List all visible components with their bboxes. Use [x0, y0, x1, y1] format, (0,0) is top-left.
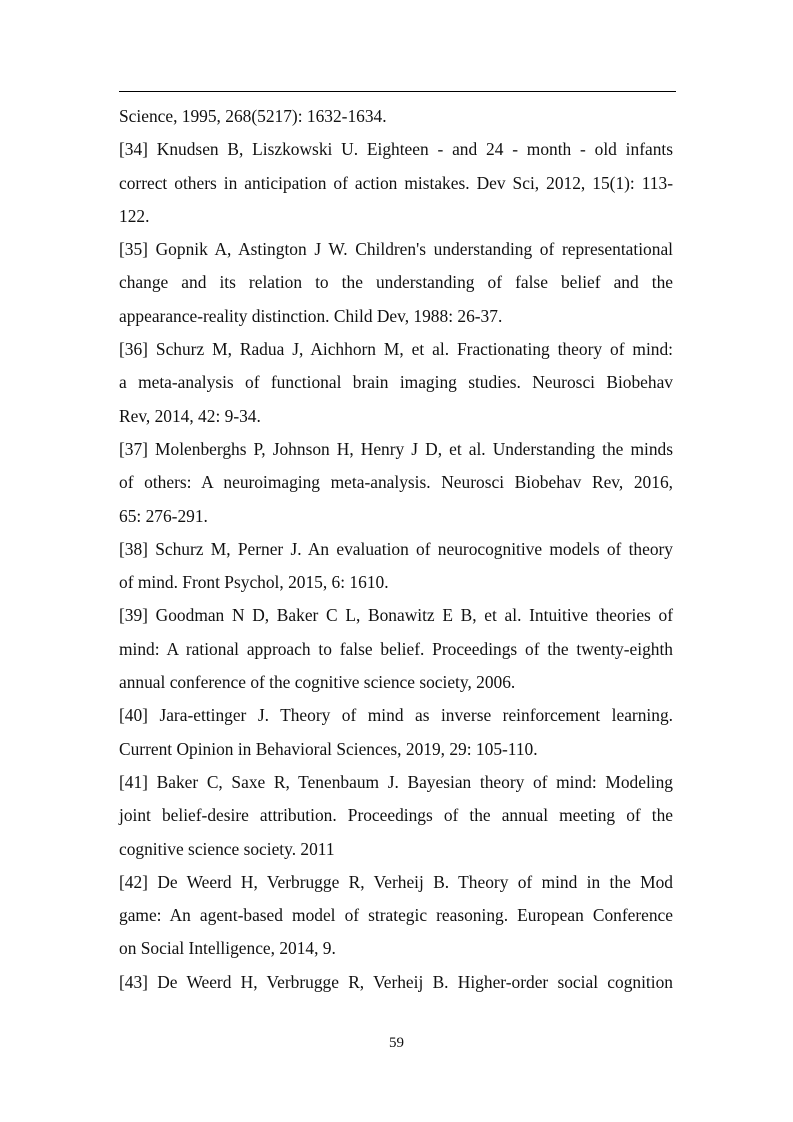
reference-line: correct others in anticipation of action mistakes. Dev Sci, 2012, 15(1): 113-: [119, 172, 673, 193]
reference-line: appearance-reality distinction. Child Dev, 1988: 26-37.: [119, 305, 503, 326]
reference-line: Current Opinion in Behavioral Sciences, 2019, 29: 105-110.: [119, 738, 538, 759]
reference-line: mind: A rational approach to false belief. Proceedings of the twenty-eighth: [119, 638, 673, 659]
reference-line: [35] Gopnik A, Astington J W. Children's understanding of representational: [119, 239, 673, 260]
reference-line: on Social Intelligence, 2014, 9.: [119, 938, 336, 959]
reference-line: 65: 276-291.: [119, 505, 208, 526]
reference-line: change and its relation to the understanding of false belief and the: [119, 272, 673, 293]
reference-line: annual conference of the cognitive science society, 2006.: [119, 672, 516, 693]
reference-line: 122.: [119, 205, 150, 226]
reference-line: [39] Goodman N D, Baker C L, Bonawitz E B, et al. Intuitive theories of: [119, 605, 673, 626]
header-rule: [119, 91, 676, 92]
reference-line: [36] Schurz M, Radua J, Aichhorn M, et al. Fractionating theory of mind:: [119, 339, 673, 360]
reference-list: [119, 100, 673, 999]
reference-line: [34] Knudsen B, Liszkowski U. Eighteen ‑ and 24 ‑ month ‑ old infants: [119, 139, 673, 160]
reference-line: [38] Schurz M, Perner J. An evaluation of neurocognitive models of theory: [119, 538, 673, 559]
reference-line: a meta-analysis of functional brain imaging studies. Neurosci Biobehav: [119, 372, 673, 393]
reference-line: Rev, 2014, 42: 9-34.: [119, 405, 261, 426]
reference-line: of others: A neuroimaging meta-analysis. Neurosci Biobehav Rev, 2016,: [119, 472, 673, 493]
reference-line: joint belief-desire attribution. Proceedings of the annual meeting of the: [119, 805, 673, 826]
reference-line: cognitive science society. 2011: [119, 838, 335, 859]
reference-line: [41] Baker C, Saxe R, Tenenbaum J. Bayesian theory of mind: Modeling: [119, 771, 673, 792]
reference-line: [42] De Weerd H, Verbrugge R, Verheij B. Theory of mind in the Mod: [119, 871, 673, 892]
reference-line: Science, 1995, 268(5217): 1632-1634.: [119, 106, 387, 126]
reference-line: game: An agent-based model of strategic reasoning. European Conference: [119, 905, 673, 926]
reference-line: [40] Jara-ettinger J. Theory of mind as inverse reinforcement learning.: [119, 705, 673, 726]
reference-line: [37] Molenberghs P, Johnson H, Henry J D, et al. Understanding the minds: [119, 438, 673, 459]
page-number: 59: [389, 1035, 404, 1051]
reference-line: of mind. Front Psychol, 2015, 6: 1610.: [119, 572, 389, 593]
reference-line: [43] De Weerd H, Verbrugge R, Verheij B. Higher-order social cognition: [119, 971, 673, 992]
